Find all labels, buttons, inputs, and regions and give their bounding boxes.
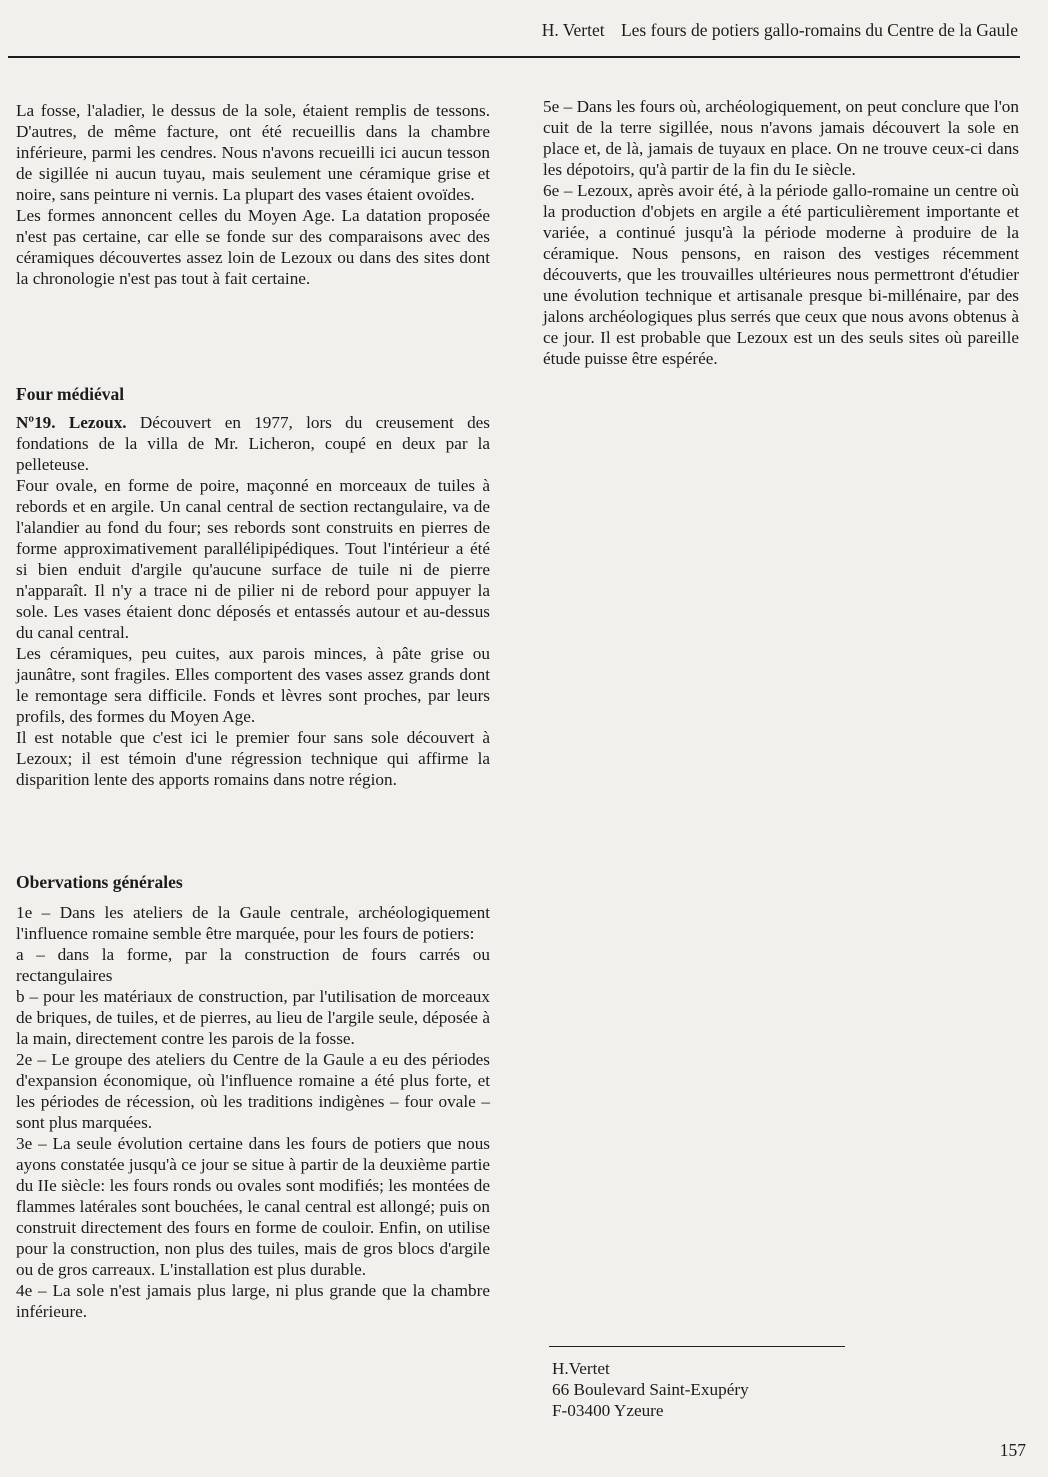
paragraph: 4e – La sole n'est jamais plus large, ni plus grande que la chambre inférieure.: [16, 1281, 490, 1321]
header-title: Les fours de potiers gallo-romains du Centre de la Gaule: [620, 20, 1018, 40]
paragraph: 6e – Lezoux, après avoir été, à la période gallo-romaine un centre où la production d'objets en argile a été particulièrement importante et variée, a continué jusqu'à la période moderne à produire de la céramique. Nous pensons, en raison des vestiges récemment découverts, que les trouvailles ultérieures nous permettront d'étudier une évolution technique et artisanale presque bi-millénaire, par des jalons archéologiques plus serrés que ceux que nous avons obtenus à ce jour. Il est probable que Lezoux est un des seuls sites où pareille étude puisse être espérée.: [543, 181, 1019, 368]
paragraph: 2e – Le groupe des ateliers du Centre de la Gaule a eu des périodes d'expansion économique, où l'influence romaine a été plus forte, et les périodes de récession, où les traditions indigènes – four ovale – sont plus marquées.: [16, 1050, 490, 1132]
paragraph: [16, 412, 490, 475]
section-title-observations: Obervations générales: [16, 872, 183, 892]
author-city: F-03400 Yzeure: [552, 1401, 664, 1420]
header-author: H. Vertet: [541, 20, 605, 40]
paragraph: b – pour les matériaux de construction, par l'utilisation de morceaux de briques, de tuiles, et de pierres, au lieu de l'argile seule, déposée à la main, directement contre les parois de la fosse.: [16, 987, 490, 1048]
paragraph: 3e – La seule évolution certaine dans les fours de potiers que nous ayons constatée jusqu'à ce jour se situe à partir de la deuxième partie du IIe siècle: les fours ronds ou ovales sont modifiés; les montées de flammes latérales sont bouchées, le canal central est allongé; puis on construit directement des fours en forme de couloir. Enfin, on utilise pour la construction, non plus des tuiles, mais de gros blocs d'argile ou de gros carreaux. L'installation est plus durable.: [16, 1134, 490, 1279]
page-number: 157: [999, 1440, 1026, 1460]
paragraph: 5e – Dans les fours où, archéologiquement, on peut conclure que l'on cuit de la terre sigillée, nous n'avons jamais découvert la sole en place et, de là, jamais de tuyaux en place. On ne trouve ceux-ci dans les dépotoirs, qu'à partir de la fin du Ie siècle.: [543, 97, 1019, 179]
entry-label: Nº19. Lezoux.: [16, 413, 127, 432]
paragraph: a – dans la forme, par la construction de fours carrés ou rectangulaires: [16, 945, 490, 985]
medieval-section-body: [16, 412, 490, 790]
paragraph: 1e – Dans les ateliers de la Gaule centrale, archéologiquement l'influence romaine semble être marquée, pour les fours de potiers:: [16, 903, 490, 943]
section-title-medieval: Four médiéval: [16, 384, 125, 404]
observations-section-body: [16, 902, 490, 1322]
signature-rule: [549, 1346, 845, 1347]
right-column: [543, 96, 1019, 369]
paragraph: La fosse, l'aladier, le dessus de la sole, étaient remplis de tessons. D'autres, de même facture, ont été recueillis dans la chambre inférieure, parmi les cendres. Nous n'avons recueilli ici aucun tesson de sigillée ni aucun tuyau, mais seulement une céramique grise et noire, sans peinture ni vernis. La plupart des vases étaient ovoïdes.: [16, 101, 490, 204]
paragraph: Les formes annoncent celles du Moyen Age. La datation proposée n'est pas certaine, car elle se fonde sur des comparaisons avec des céramiques découvertes assez loin de Lezoux ou dans des sites dont la chronologie n'est pas tout à fait certaine.: [16, 206, 490, 288]
left-column-intro: [16, 100, 490, 289]
author-name: H.Vertet: [552, 1359, 610, 1378]
entry-text: Découvert en 1977, lors du creusement des fondations de la villa de Mr. Licheron, coupé en deux par la pelleteuse.: [16, 413, 490, 474]
paragraph: Les céramiques, peu cuites, aux parois minces, à pâte grise ou jaunâtre, sont fragiles. Elles comportent des vases assez grands dont le remontage sera difficile. Fonds et lèvres sont proches, par leurs profils, des formes du Moyen Age.: [16, 644, 490, 726]
header-rule: [8, 56, 1020, 58]
paragraph: Il est notable que c'est ici le premier four sans sole découvert à Lezoux; il est témoin d'une régression technique qui affirme la disparition lente des apports romains dans notre région.: [16, 728, 490, 789]
author-address: [552, 1358, 749, 1421]
paragraph: Four ovale, en forme de poire, maçonné en morceaux de tuiles à rebords et en argile. Un canal central de section rectangulaire, va de l'alandier au fond du four; ses rebords sont construits en pierres de forme approximativement parallélipipédiques. Tout l'intérieur a été si bien enduit d'argile qu'aucune surface de tuile ni de pierre n'apparaît. Il n'y a trace ni de pilier ni de rebord pour appuyer la sole. Les vases étaient donc déposés et entassés autour et au-dessus du canal central.: [16, 476, 490, 642]
author-street: 66 Boulevard Saint-Exupéry: [552, 1380, 749, 1399]
running-header: [542, 20, 1018, 41]
